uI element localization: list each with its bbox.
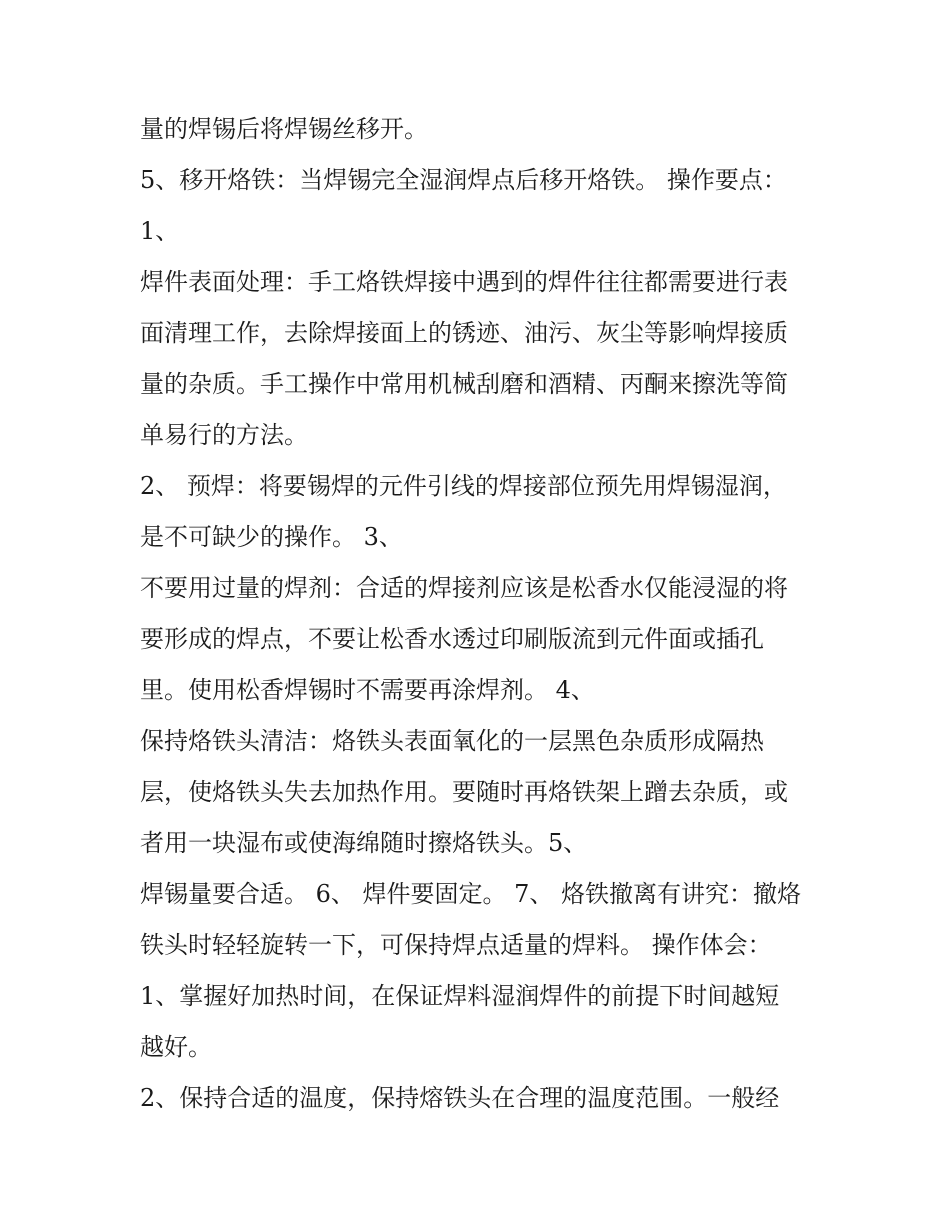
text-line: 里。使用松香焊锡时不需要再涂焊剂。 4、 (140, 676, 595, 704)
text-line: 越好。 (140, 1033, 212, 1061)
text-line: 不要用过量的焊剂：合适的焊接剂应该是松香水仅能浸湿的将 (140, 574, 788, 602)
text-line: 焊锡量要合适。 6、 焊件要固定。 7、 烙铁撤离有讲究：撤烙 (140, 880, 802, 908)
text-line: 铁头时轻轻旋转一下，可保持焊点适量的焊料。 操作体会： (140, 931, 772, 959)
text-line: 单易行的方法。 (140, 421, 308, 449)
text-line: 2、 预焊：将要锡焊的元件引线的焊接部位预先用焊锡湿润， (140, 472, 787, 500)
text-line: 保持烙铁头清洁：烙铁头表面氧化的一层黑色杂质形成隔热 (140, 727, 764, 755)
text-line: 量的杂质。手工操作中常用机械刮磨和酒精、丙酮来擦洗等简 (140, 370, 788, 398)
body-text (140, 108, 830, 1128)
text-line: 要形成的焊点，不要让松香水透过印刷版流到元件面或插孔 (140, 625, 764, 653)
text-line: 2、保持合适的温度，保持熔铁头在合理的温度范围。一般经 (140, 1084, 780, 1112)
text-line: 面清理工作，去除焊接面上的锈迹、油污、灰尘等影响焊接质 (140, 319, 788, 347)
text-line: 焊件表面处理：手工烙铁焊接中遇到的焊件往往都需要进行表 (140, 268, 788, 296)
text-line: 5、移开烙铁：当焊锡完全湿润焊点后移开烙铁。 操作要点： (140, 166, 787, 194)
text-line: 是不可缺少的操作。 3、 (140, 523, 403, 551)
text-line: 量的焊锡后将焊锡丝移开。 (140, 115, 428, 143)
text-line: 者用一块湿布或使海绵随时擦烙铁头。5、 (140, 829, 588, 857)
text-line: 层，使烙铁头失去加热作用。要随时再烙铁架上蹭去杂质，或 (140, 778, 788, 806)
text-line: 1、掌握好加热时间，在保证焊料湿润焊件的前提下时间越短 (140, 982, 780, 1010)
text-line: 1、 (140, 217, 180, 245)
